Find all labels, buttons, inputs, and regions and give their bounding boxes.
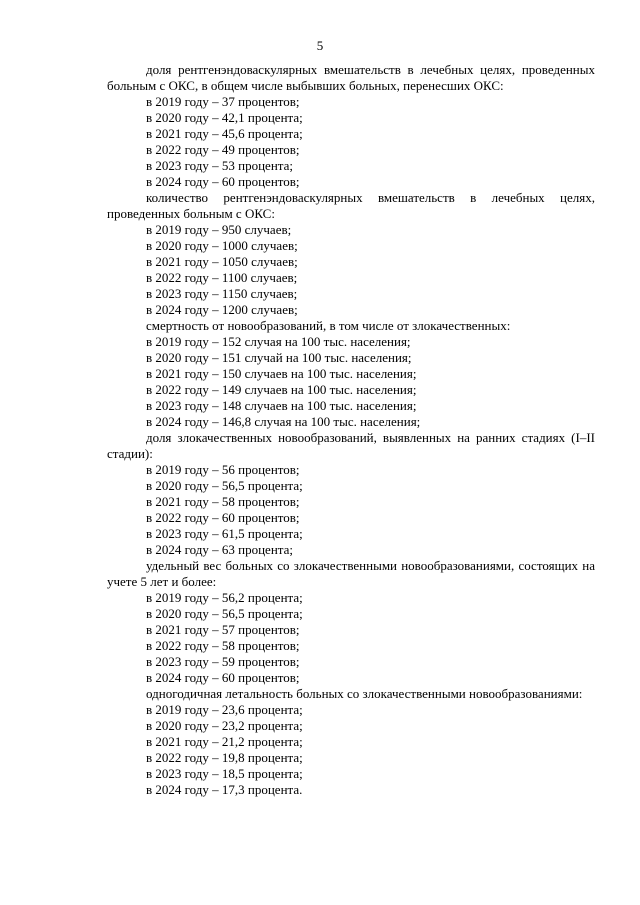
- indicator-value: в 2019 году – 23,6 процента;: [146, 702, 303, 717]
- indicator-value: в 2020 году – 56,5 процента;: [146, 478, 303, 493]
- indicator-value: в 2024 году – 60 процентов;: [146, 174, 300, 189]
- indicator-value: в 2020 году – 56,5 процента;: [146, 606, 303, 621]
- indicator-value: в 2020 году – 42,1 процента;: [146, 110, 303, 125]
- indicator-value: в 2019 году – 950 случаев;: [146, 222, 292, 237]
- indicator-value: в 2019 году – 37 процентов;: [146, 94, 300, 109]
- indicator-value: в 2021 году – 21,2 процента;: [146, 734, 303, 749]
- indicator-value: в 2019 году – 56 процентов;: [146, 462, 300, 477]
- indicator-value: в 2022 году – 49 процентов;: [146, 142, 300, 157]
- indicator-value: в 2023 году – 53 процента;: [146, 158, 293, 173]
- indicator-value: в 2022 году – 1100 случаев;: [146, 270, 298, 285]
- indicator-intro: удельный вес больных со злокачественными новообразованиями, состоящих на учете 5 лет и более:: [107, 558, 595, 589]
- document-body: [107, 62, 595, 798]
- indicator-value: в 2020 году – 151 случай на 100 тыс. населения;: [146, 350, 412, 365]
- indicator-value: в 2024 году – 146,8 случая на 100 тыс. населения;: [146, 414, 421, 429]
- indicator-value: в 2024 году – 1200 случаев;: [146, 302, 298, 317]
- indicator-value: в 2019 году – 56,2 процента;: [146, 590, 303, 605]
- indicator-intro: доля рентгенэндоваскулярных вмешательств в лечебных целях, проведенных больным с ОКС, в общем числе выбывших больных, перенесших ОКС:: [107, 62, 595, 93]
- indicator-value: в 2021 году – 150 случаев на 100 тыс. населения;: [146, 366, 417, 381]
- indicator-value: в 2022 году – 60 процентов;: [146, 510, 300, 525]
- indicator-value: в 2024 году – 60 процентов;: [146, 670, 300, 685]
- indicator-value: в 2023 году – 61,5 процента;: [146, 526, 303, 541]
- indicator-value: в 2021 году – 45,6 процента;: [146, 126, 303, 141]
- indicator-intro: доля злокачественных новообразований, выявленных на ранних стадиях (I–II стадии):: [107, 430, 595, 461]
- indicator-value: в 2023 году – 1150 случаев;: [146, 286, 298, 301]
- indicator-intro: количество рентгенэндоваскулярных вмешательств в лечебных целях, проведенных больным с ОКС:: [107, 190, 595, 221]
- indicator-value: в 2023 году – 148 случаев на 100 тыс. населения;: [146, 398, 417, 413]
- indicator-value: в 2021 году – 57 процентов;: [146, 622, 300, 637]
- indicator-value: в 2022 году – 58 процентов;: [146, 638, 300, 653]
- indicator-value: в 2022 году – 149 случаев на 100 тыс. населения;: [146, 382, 417, 397]
- page-number: 5: [316, 38, 324, 53]
- indicator-intro: смертность от новообразований, в том числе от злокачественных:: [146, 318, 511, 333]
- indicator-value: в 2022 году – 19,8 процента;: [146, 750, 303, 765]
- indicator-value: в 2023 году – 59 процентов;: [146, 654, 300, 669]
- indicator-value: в 2024 году – 17,3 процента.: [146, 782, 303, 797]
- indicator-value: в 2020 году – 23,2 процента;: [146, 718, 303, 733]
- indicator-value: в 2021 году – 1050 случаев;: [146, 254, 298, 269]
- indicator-value: в 2019 году – 152 случая на 100 тыс. населения;: [146, 334, 411, 349]
- indicator-value: в 2023 году – 18,5 процента;: [146, 766, 303, 781]
- indicator-intro: одногодичная летальность больных со злокачественными новообразованиями:: [146, 686, 583, 701]
- indicator-value: в 2024 году – 63 процента;: [146, 542, 293, 557]
- indicator-value: в 2020 году – 1000 случаев;: [146, 238, 298, 253]
- indicator-value: в 2021 году – 58 процентов;: [146, 494, 300, 509]
